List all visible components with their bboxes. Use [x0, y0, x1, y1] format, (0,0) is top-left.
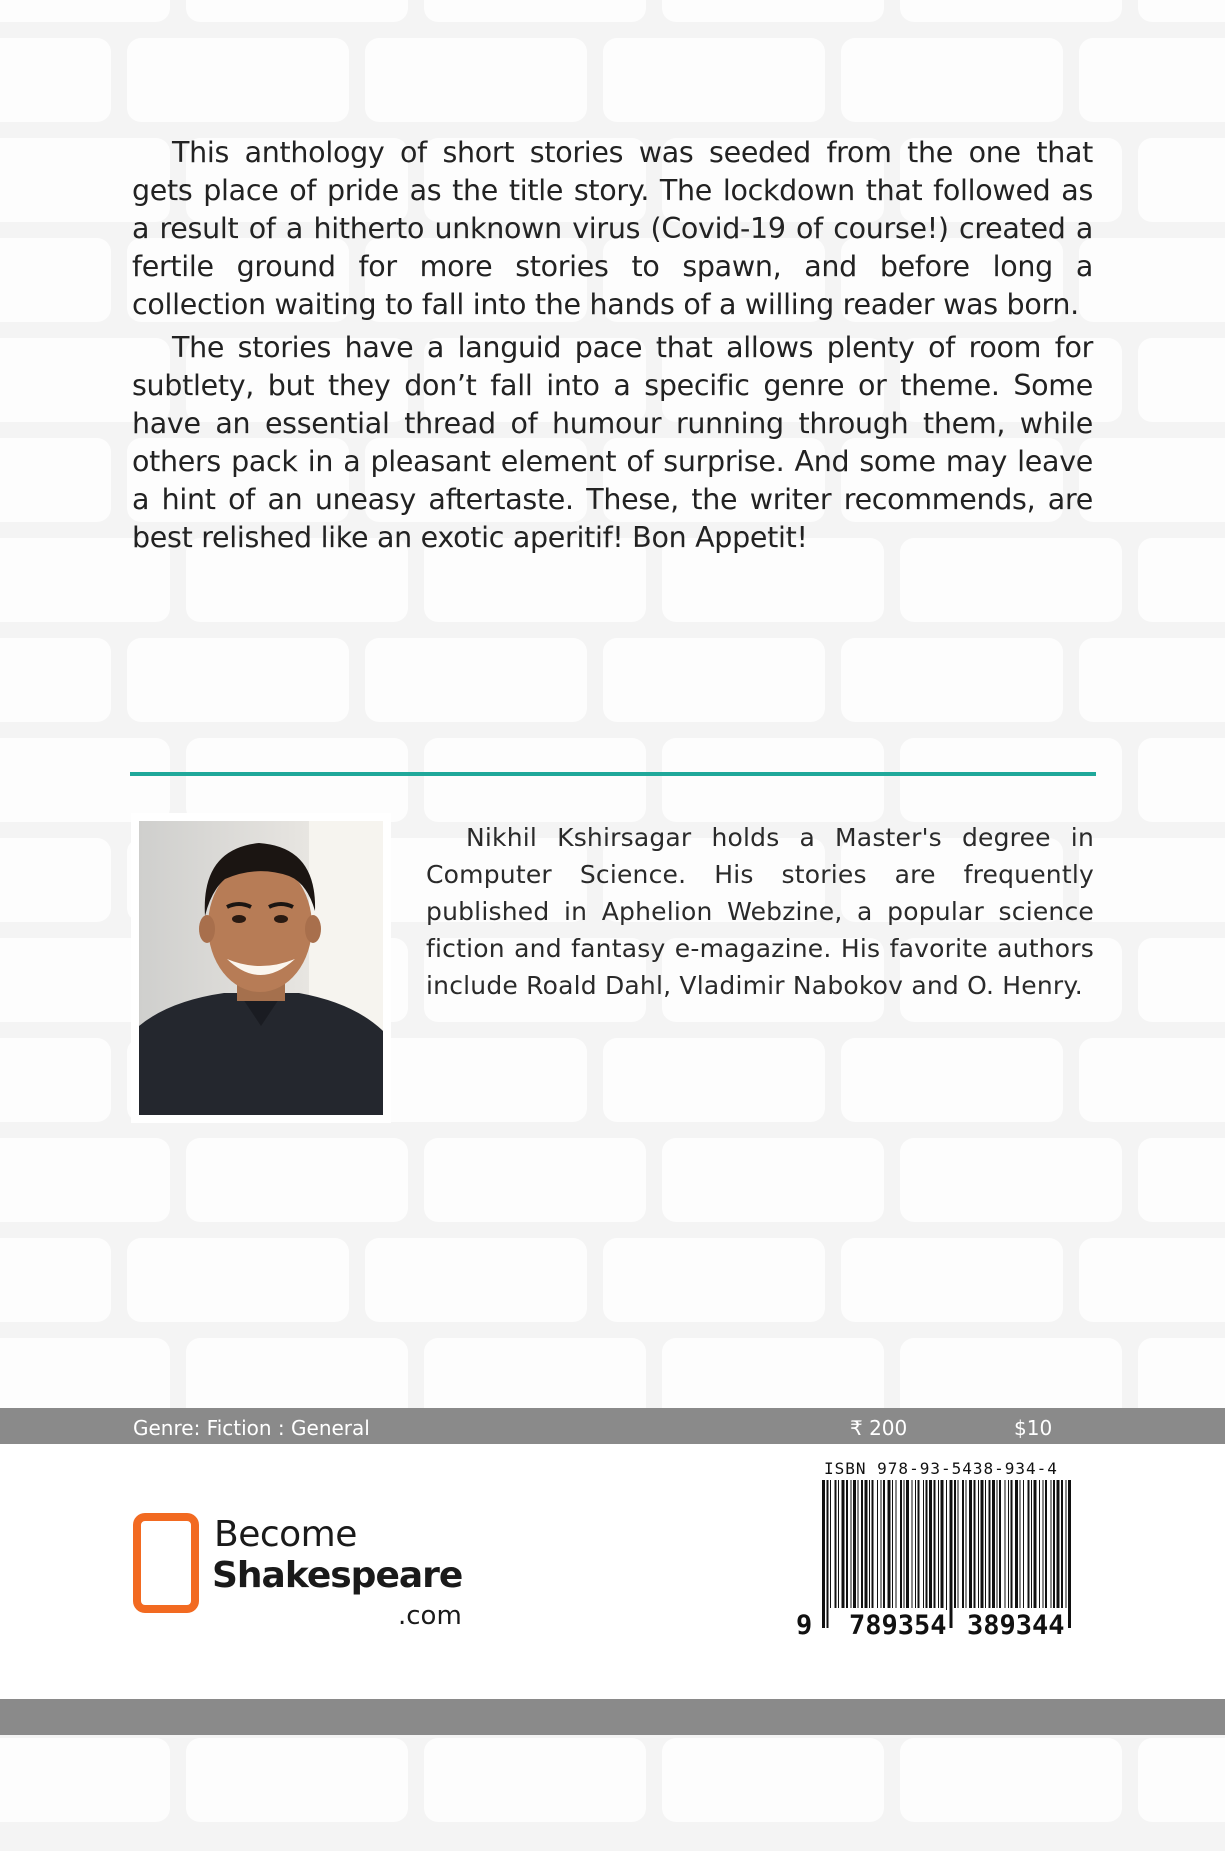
- publisher-panel: [0, 1444, 1225, 1699]
- section-divider: [130, 772, 1096, 776]
- author-bio: [426, 819, 1094, 1004]
- blurb-paragraph-1: This anthology of short stories was seeded from the one that gets place of pride as the title story. The lockdown that followed as a result of a hitherto unknown virus (Covid-19 of course!) created a fertile ground for more stories to spawn, and before long a collection waiting to fall into the hands of a willing reader was born.: [132, 136, 1093, 321]
- author-bio-text: Nikhil Kshirsagar holds a Master's degree in Computer Science. His stories are frequently published in Aphelion Webzine, a popular science fiction and fantasy e-magazine. His favorite authors include Roald Dahl, Vladimir Nabokov and O. Henry.: [426, 823, 1094, 1000]
- publisher-logo-line2: Shakespeare: [212, 1555, 463, 1596]
- price-inr: ₹ 200: [850, 1416, 908, 1440]
- author-photo: [139, 821, 383, 1115]
- price-usd: $10: [1014, 1416, 1053, 1440]
- author-photo-frame: [131, 813, 391, 1123]
- blurb-text: [132, 134, 1093, 562]
- publisher-logo-icon: [133, 1513, 199, 1613]
- bottom-bar: [0, 1699, 1225, 1735]
- genre-label: Genre: Fiction : General: [133, 1416, 370, 1440]
- blurb-paragraph-2: The stories have a languid pace that allows plenty of room for subtlety, but they don’t fall into a specific genre or theme. Some have an essential thread of humour running through them, while others pack in a pleasant element of surprise. And some may leave a hint of an uneasy aftertaste. These, the writer recommends, are best relished like an exotic aperitif! Bon Appetit!: [132, 331, 1093, 554]
- barcode-right-digits: 389344: [967, 1610, 1065, 1641]
- price-bar: [0, 1408, 1225, 1444]
- isbn-barcode: [820, 1480, 1076, 1628]
- publisher-logo-line1: Become: [214, 1514, 357, 1555]
- isbn-label: ISBN 978-93-5438-934-4: [824, 1459, 1058, 1478]
- barcode-left-digits: 789354: [849, 1610, 947, 1641]
- publisher-logo-line3: .com: [398, 1601, 462, 1631]
- barcode-first-digit: 9: [796, 1610, 813, 1641]
